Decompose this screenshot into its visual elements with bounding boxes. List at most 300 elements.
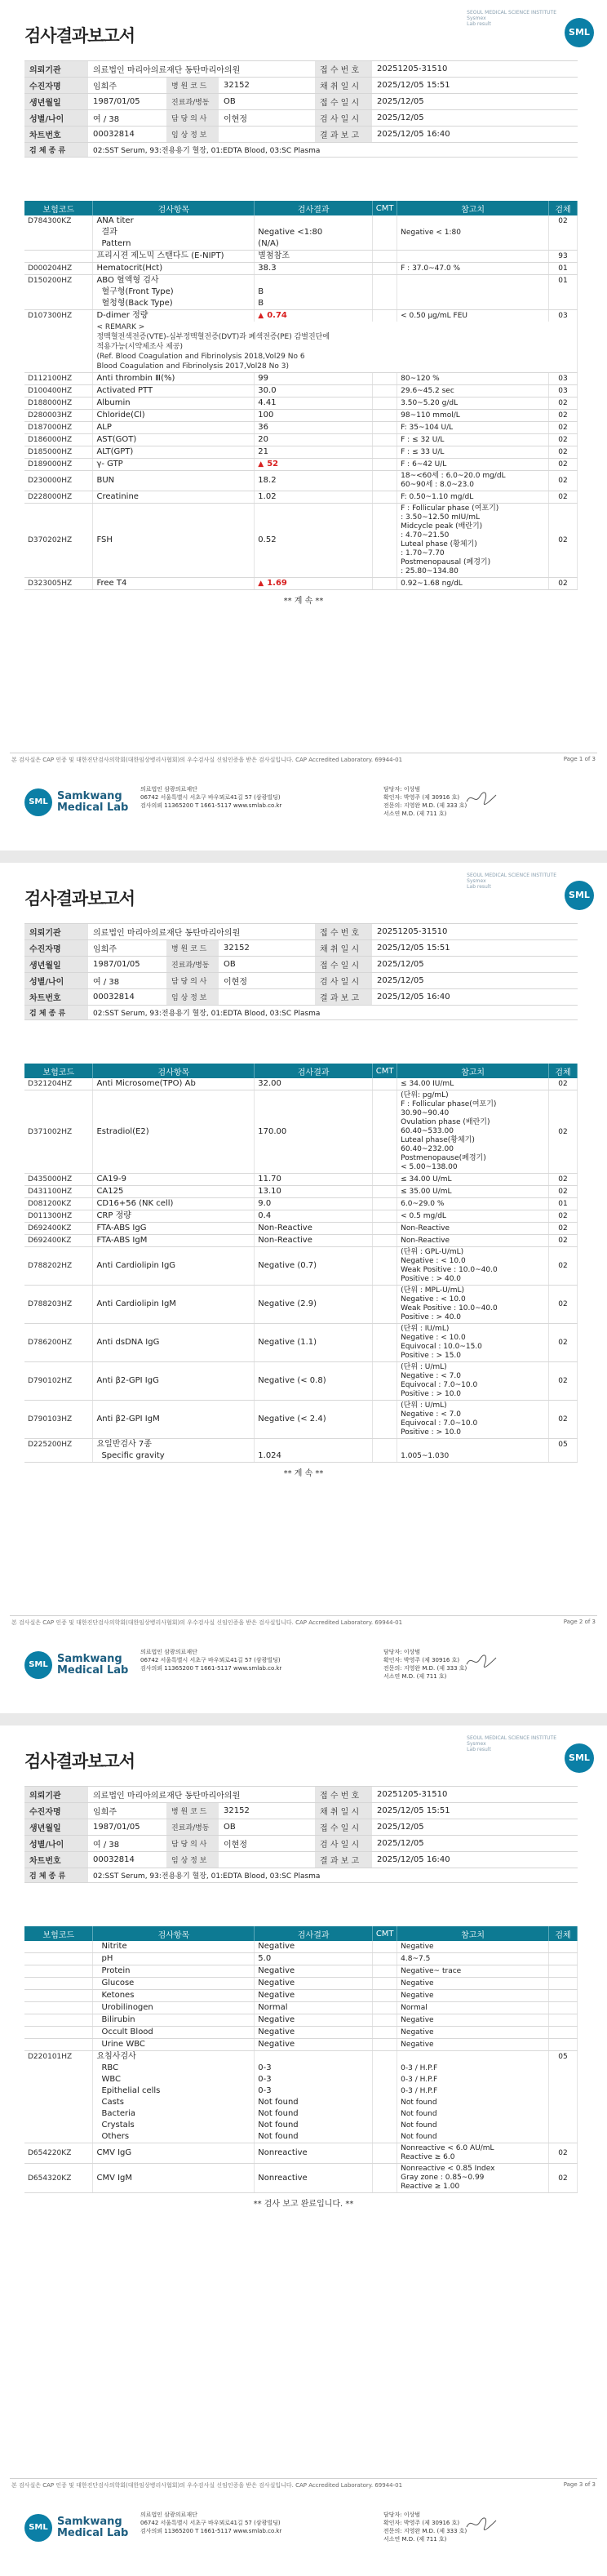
col-spec: 검체: [548, 1064, 577, 1078]
test-result: Negative: [255, 1965, 373, 1978]
comment: [373, 2063, 397, 2074]
specimen-code: [549, 2131, 578, 2143]
comment: [373, 1198, 397, 1210]
insurance-code: [24, 2027, 93, 2039]
test-result: Not found: [255, 2097, 373, 2108]
sml-logo-icon: SML: [565, 1743, 594, 1773]
reference-range: Not found: [397, 2108, 549, 2120]
test-result: Negative (0.7): [255, 1247, 373, 1286]
results-table: [24, 1926, 578, 2193]
comment: [373, 471, 397, 491]
reference-range: (단위 : U/mL) Negative : < 7.0 Equivocal : 7.0~10.0 Positive : > 10.0: [397, 1401, 549, 1439]
insurance-code: [24, 1450, 93, 1463]
test-result: Negative <1:80: [255, 227, 373, 238]
table-row: [24, 1090, 578, 1174]
table-row: [24, 322, 578, 373]
insurance-code: D788202HZ: [24, 1247, 93, 1286]
lab-address: 의료법인 삼광의료재단 06742 서울특별시 서초구 바우뫼로41길 57 (삼광빌딩) 검사의뢰 11365200 T 1661-5117 www.smlab.co.kr: [140, 1649, 282, 1672]
insurance-code: [24, 2063, 93, 2074]
specimen-code: [549, 1953, 578, 1965]
lab-stamp: SEOUL MEDICAL SCIENCE INSTITUTE Sysmex Lab result: [467, 873, 556, 890]
test-result: Negative: [255, 1941, 373, 1953]
page-separator: [0, 851, 607, 863]
table-row: [24, 2143, 578, 2164]
footer-divider: [10, 2478, 597, 2479]
specimen-code: 93: [548, 251, 577, 263]
comment: [373, 1401, 397, 1439]
specimen-code: [549, 2002, 578, 2014]
comment: [373, 310, 397, 322]
test-result: 0-3: [255, 2063, 373, 2074]
comment: [373, 373, 397, 385]
col-ref: 참고치: [397, 1064, 549, 1078]
reference-range: F : ≤ 32 U/L: [397, 434, 549, 446]
reference-range: Negative: [397, 2027, 549, 2039]
comment: [373, 385, 397, 398]
high-flag-icon: ▲: [258, 460, 264, 469]
page-continuation: ** 계 속 **: [283, 597, 324, 606]
test-item: Bilirubin: [93, 2014, 255, 2027]
insurance-code: D321204HZ: [24, 1078, 93, 1090]
comment: [373, 275, 397, 287]
specimen-code: [549, 2120, 578, 2131]
test-item: ALP: [93, 422, 255, 434]
test-item: Chloride(Cl): [93, 410, 255, 422]
reference-range: (단위 : MPL-U/mL) Negative : < 10.0 Weak Positive : 10.0~40.0 Positive : > 40.0: [397, 1286, 549, 1324]
test-result: 4.41: [255, 398, 373, 410]
specimen-code: 02: [548, 1401, 577, 1439]
specimen-code: 02: [548, 1090, 577, 1174]
reference-range: < 0.5 mg/dL: [397, 1210, 549, 1223]
comment: [373, 286, 397, 298]
reference-range: ≤ 34.00 IU/mL: [397, 1078, 549, 1090]
test-result: 38.3: [255, 263, 373, 275]
test-result: 99: [255, 373, 373, 385]
lab-stamp: SEOUL MEDICAL SCIENCE INSTITUTE Sysmex Lab result: [467, 10, 556, 27]
specimen-code: 03: [548, 385, 577, 398]
test-item: CRP 정량: [93, 1210, 255, 1223]
test-item: Albumin: [93, 398, 255, 410]
comment: [373, 2002, 397, 2014]
test-item: FTA-ABS IgG: [93, 1223, 255, 1235]
test-item: D-dimer 정량: [93, 310, 255, 322]
specimen-code: [548, 298, 577, 310]
test-item: FTA-ABS IgM: [93, 1235, 255, 1247]
comment: [373, 504, 397, 578]
test-result: B: [255, 286, 373, 298]
specimen-code: [548, 286, 577, 298]
comment: [373, 227, 397, 238]
col-spec: 검체: [549, 1926, 578, 1941]
test-result: [255, 215, 373, 227]
reference-range: Negative: [397, 2039, 549, 2051]
report-page-2: [0, 863, 607, 1713]
test-result: 170.00: [255, 1090, 373, 1174]
reference-range: [397, 238, 549, 251]
reference-range: Negative: [397, 2014, 549, 2027]
insurance-code: [24, 2039, 93, 2051]
comment: [373, 2164, 397, 2193]
page-separator: [0, 1713, 607, 1725]
reference-range: [397, 1439, 549, 1451]
test-item: Creatinine: [93, 491, 255, 504]
specimen-code: [548, 1450, 577, 1463]
comment: [373, 2131, 397, 2143]
test-item: γ- GTP: [93, 459, 255, 471]
insurance-code: [24, 2131, 93, 2143]
page-number: Page 2 of 3: [563, 1619, 596, 1625]
specimen-code: 02: [548, 1247, 577, 1286]
insurance-code: D081200KZ: [24, 1198, 93, 1210]
test-item: CA19-9: [93, 1174, 255, 1186]
reference-range: Nonreactive < 6.0 AU/mL Reactive ≥ 6.0: [397, 2143, 549, 2164]
insurance-code: [24, 1965, 93, 1978]
reference-range: ≤ 34.00 U/mL: [397, 1174, 549, 1186]
table-row: [24, 2063, 578, 2074]
patient-info-table: 의뢰기관 의료법인 마리아의료재단 동탄마리아의원 접 수 번 호 20251205-31510 수진자명 임희주 병 원 코 드 32152 채 취 일 시 2025/12/05 15:51 생년월일 1987/01/05 진료과/병동 OB 접 수 일 시 2025/12/05 성별/나이 여 / 38 담 당 의 사 이현정 검 사 일 시 2025/12/05 차트번호 00032814 임 상 정 보 결 과 보 고 2025/12/05 16:40 검 체 종 류 02:SST Serum, 93:전용용기 혈장, 01:EDTA Blood, 03:SC Plasma: [24, 60, 578, 158]
comment: [373, 298, 397, 310]
reference-range: F: 35~104 U/L: [397, 422, 549, 434]
samkwang-logo: SML Samkwang Medical Lab: [24, 1651, 131, 1681]
specimen-code: 03: [548, 310, 577, 322]
signatories: 담당자: 이상범 확인자: 박영주 (제 30916 호) 전문의: 지영완 M.D. (제 333 호) 서소연 M.D. (제 711 호): [383, 786, 467, 817]
table-row: [24, 385, 578, 398]
test-result: 32.00: [255, 1078, 373, 1090]
reference-range: (단위: pg/mL) F : Follicular phase(여포기) 30.90~90.40 Ovulation phase (배란기) 60.40~533.00 Luteal phase(황체기) 60.40~232.00 Postmenopause(폐경기) < 5.00~138.00: [397, 1090, 549, 1174]
col-result: 검사결과: [255, 201, 373, 215]
comment: [373, 491, 397, 504]
test-result: Negative (1.1): [255, 1324, 373, 1362]
reference-range: 98~110 mmol/L: [397, 410, 549, 422]
test-item: Urine WBC: [93, 2039, 255, 2051]
comment: [373, 2027, 397, 2039]
reference-range: 0-3 / H.P.F: [397, 2085, 549, 2097]
test-item: Epithelial cells: [93, 2085, 255, 2097]
test-item: Others: [93, 2131, 255, 2143]
reference-range: F : 6~42 U/L: [397, 459, 549, 471]
comment: [373, 1324, 397, 1362]
specimen-code: 02: [548, 398, 577, 410]
table-row: [24, 1953, 578, 1965]
insurance-code: D784300KZ: [24, 215, 93, 227]
lab-address: 의료법인 삼광의료재단 06742 서울특별시 서초구 바우뫼로41길 57 (삼광빌딩) 검사의뢰 11365200 T 1661-5117 www.smlab.co.kr: [140, 2512, 282, 2534]
insurance-code: D188000HZ: [24, 398, 93, 410]
sml-circle-icon: SML: [24, 2514, 52, 2542]
reference-range: Not found: [397, 2131, 549, 2143]
table-row: [24, 275, 578, 287]
reference-range: Not found: [397, 2120, 549, 2131]
table-row: [24, 2164, 578, 2193]
insurance-code: D011300HZ: [24, 1210, 93, 1223]
reference-range: 80~120 %: [397, 373, 549, 385]
insurance-code: [24, 251, 93, 263]
test-result: Nonreactive: [255, 2164, 373, 2193]
table-row: [24, 1198, 578, 1210]
specimen-code: 02: [548, 1286, 577, 1324]
comment: [373, 263, 397, 275]
insurance-code: [24, 2108, 93, 2120]
test-item: pH: [93, 1953, 255, 1965]
test-result: B: [255, 298, 373, 310]
table-row: [24, 398, 578, 410]
insurance-code: D187000HZ: [24, 422, 93, 434]
test-result: Negative: [255, 1978, 373, 1990]
footer-note: 본 검사실은 CAP 인증 및 대한진단검사의학회(대한임상병리사협회)의 우수검사실 신임인증을 받은 검사실입니다. CAP Accredited Laboratory. 69944-01: [11, 2482, 403, 2489]
comment: [373, 1439, 397, 1451]
insurance-code: D435000HZ: [24, 1174, 93, 1186]
test-result: 5.0: [255, 1953, 373, 1965]
insurance-code: D189000HZ: [24, 459, 93, 471]
reference-range: Non-Reactive: [397, 1223, 549, 1235]
comment: [373, 1362, 397, 1401]
table-row: [24, 1078, 578, 1090]
table-row: [24, 410, 578, 422]
specimen-code: 01: [548, 263, 577, 275]
col-item: 검사항목: [93, 1926, 255, 1941]
table-row: [24, 1965, 578, 1978]
test-item: Pattern: [93, 238, 255, 251]
reference-range: (단위 : IU/mL) Negative : < 10.0 Equivocal : 10.0~15.0 Positive : > 15.0: [397, 1324, 549, 1362]
test-result: 11.70: [255, 1174, 373, 1186]
test-result: Negative: [255, 2039, 373, 2051]
insurance-code: D220101HZ: [24, 2051, 93, 2063]
specimen-code: 02: [549, 2164, 578, 2193]
reference-range: < 0.50 μg/mL FEU: [397, 310, 549, 322]
table-row: [24, 2108, 578, 2120]
page-title: 검사결과보고서: [24, 889, 135, 908]
test-result: 별첨참조: [255, 251, 373, 263]
reference-range: (단위 : U/mL) Negative : < 7.0 Equivocal : 7.0~10.0 Positive : > 10.0: [397, 1362, 549, 1401]
comment: [373, 1223, 397, 1235]
insurance-code: D692400KZ: [24, 1223, 93, 1235]
insurance-code: [24, 2085, 93, 2097]
test-result: Not found: [255, 2108, 373, 2120]
table-row: [24, 2002, 578, 2014]
specimen-code: 02: [548, 578, 577, 590]
insurance-code: [24, 286, 93, 298]
footer-divider: [10, 1615, 597, 1616]
test-result: 1.02: [255, 491, 373, 504]
table-row: [24, 1324, 578, 1362]
test-result: Negative: [255, 2014, 373, 2027]
insurance-code: [24, 2120, 93, 2131]
insurance-code: [24, 1978, 93, 1990]
table-row: [24, 2039, 578, 2051]
insurance-code: D107300HZ: [24, 310, 93, 322]
test-item: Bacteria: [93, 2108, 255, 2120]
comment: [373, 2143, 397, 2164]
table-row: [24, 2085, 578, 2097]
test-item: Anti dsDNA IgG: [93, 1324, 255, 1362]
insurance-code: D000204HZ: [24, 263, 93, 275]
test-item: 요일반검사 7종: [93, 1439, 255, 1451]
test-result: 36: [255, 422, 373, 434]
test-result: Non-Reactive: [255, 1223, 373, 1235]
test-result: 0-3: [255, 2074, 373, 2085]
lab-address: 의료법인 삼광의료재단 06742 서울특별시 서초구 바우뫼로41길 57 (삼광빌딩) 검사의뢰 11365200 T 1661-5117 www.smlab.co.kr: [140, 786, 282, 809]
test-item: Anti β2-GPI IgM: [93, 1401, 255, 1439]
test-item: Ketones: [93, 1990, 255, 2002]
table-row: [24, 1235, 578, 1247]
specimen-code: 02: [548, 434, 577, 446]
specimen-code: [549, 2027, 578, 2039]
specimen-code: 02: [548, 1078, 577, 1090]
page-number: Page 3 of 3: [563, 2481, 596, 2488]
comment: [373, 2085, 397, 2097]
specimen-code: 01: [548, 1198, 577, 1210]
reference-range: [397, 298, 549, 310]
table-row: [24, 215, 578, 227]
test-item: Anti thrombin Ⅲ(%): [93, 373, 255, 385]
comment: [373, 410, 397, 422]
test-result: Negative (< 0.8): [255, 1362, 373, 1401]
specimen-code: 02: [548, 422, 577, 434]
results-table: [24, 201, 578, 590]
table-row: [24, 373, 578, 385]
specimen-code: 02: [548, 215, 577, 227]
table-row: [24, 446, 578, 459]
test-item: WBC: [93, 2074, 255, 2085]
insurance-code: D280003HZ: [24, 410, 93, 422]
test-item: Casts: [93, 2097, 255, 2108]
reference-range: 3.50~5.20 g/dL: [397, 398, 549, 410]
insurance-code: D185000HZ: [24, 446, 93, 459]
remark-note: < REMARK > 정맥혈전색전증(VTE)-심부정맥혈전증(DVT)과 폐색전증(PE) 감별진단에 적용가능(시약제조사 제공) (Ref. Blood Coagulation and Fibrinolysis 2018,Vol29 No 6 Blood Coagulation and Fibrinolysis 2017,Vol28 No 3): [93, 322, 578, 373]
test-item: Protein: [93, 1965, 255, 1978]
table-row: [24, 434, 578, 446]
comment: [373, 434, 397, 446]
insurance-code: D112100HZ: [24, 373, 93, 385]
reference-range: Not found: [397, 2097, 549, 2108]
comment: [373, 2120, 397, 2131]
specimen-code: [549, 1965, 578, 1978]
test-result: Negative: [255, 2027, 373, 2039]
comment: [373, 1978, 397, 1990]
comment: [373, 2051, 397, 2063]
test-item: Anti Microsome(TPO) Ab: [93, 1078, 255, 1090]
specimen-code: 02: [548, 1235, 577, 1247]
comment: [373, 1450, 397, 1463]
col-code: 보험코드: [24, 1926, 93, 1941]
test-result: 100: [255, 410, 373, 422]
reference-range: 6.0~29.0 %: [397, 1198, 549, 1210]
col-code: 보험코드: [24, 1064, 93, 1078]
specimen-code: 02: [548, 1362, 577, 1401]
test-item: Specific gravity: [93, 1450, 255, 1463]
table-row: [24, 422, 578, 434]
test-item: FSH: [93, 504, 255, 578]
specimen-code: [549, 2014, 578, 2027]
insurance-code: D371002HZ: [24, 1090, 93, 1174]
insurance-code: D225200HZ: [24, 1439, 93, 1451]
reference-range: 1.005~1.030: [397, 1450, 549, 1463]
specimen-code: 02: [548, 471, 577, 491]
test-result: 21: [255, 446, 373, 459]
patient-info-table: 의뢰기관 의료법인 마리아의료재단 동탄마리아의원 접 수 번 호 20251205-31510 수진자명 임희주 병 원 코 드 32152 채 취 일 시 2025/12/05 15:51 생년월일 1987/01/05 진료과/병동 OB 접 수 일 시 2025/12/05 성별/나이 여 / 38 담 당 의 사 이현정 검 사 일 시 2025/12/05 차트번호 00032814 임 상 정 보 결 과 보 고 2025/12/05 16:40 검 체 종 류 02:SST Serum, 93:전용용기 혈장, 01:EDTA Blood, 03:SC Plasma: [24, 1786, 578, 1883]
col-item: 검사항목: [93, 1064, 255, 1078]
table-row: [24, 1941, 578, 1953]
comment: [373, 398, 397, 410]
specimen-code: [548, 238, 577, 251]
table-row: [24, 1362, 578, 1401]
reference-range: [397, 2051, 549, 2063]
specimen-code: [549, 2097, 578, 2108]
page-title: 검사결과보고서: [24, 26, 135, 46]
table-row: [24, 1439, 578, 1451]
comment: [373, 238, 397, 251]
test-item: ABO 혈액형 검사: [93, 275, 255, 287]
results-table: [24, 1064, 578, 1463]
reference-range: 18~<60세 : 6.0~20.0 mg/dL 60~90세 : 8.0~23.0: [397, 471, 549, 491]
test-item: Estradiol(E2): [93, 1090, 255, 1174]
test-item: Anti β2-GPI IgG: [93, 1362, 255, 1401]
comment: [373, 1247, 397, 1286]
reference-range: Negative < 1:80: [397, 227, 549, 238]
table-row: [24, 1990, 578, 2002]
table-row: [24, 491, 578, 504]
reference-range: Negative: [397, 1978, 549, 1990]
comment: [373, 1186, 397, 1198]
comment: [373, 446, 397, 459]
test-item: Free T4: [93, 578, 255, 590]
specimen-code: [549, 2074, 578, 2085]
test-result: (N/A): [255, 238, 373, 251]
test-result: Not found: [255, 2131, 373, 2143]
comment: [373, 1286, 397, 1324]
test-item: CD16+56 (NK cell): [93, 1198, 255, 1210]
reference-range: [397, 215, 549, 227]
specimen-code: 01: [548, 275, 577, 287]
test-item: Nitrite: [93, 1941, 255, 1953]
table-row: [24, 504, 578, 578]
col-cmt: CMT: [373, 1064, 397, 1078]
specimen-code: [549, 1941, 578, 1953]
table-row: [24, 459, 578, 471]
signatories: 담당자: 이상범 확인자: 박영주 (제 30916 호) 전문의: 지영완 M.D. (제 333 호) 서소연 M.D. (제 711 호): [383, 1649, 467, 1680]
insurance-code: D654220KZ: [24, 2143, 93, 2164]
specimen-code: [549, 2108, 578, 2120]
specimen-code: 02: [548, 1223, 577, 1235]
comment: [373, 422, 397, 434]
test-item: Anti Cardiolipin IgM: [93, 1286, 255, 1324]
table-row: [24, 286, 578, 298]
table-row: [24, 298, 578, 310]
page-title: 검사결과보고서: [24, 1752, 135, 1771]
test-item: RBC: [93, 2063, 255, 2074]
insurance-code: [24, 2097, 93, 2108]
high-flag-icon: ▲: [258, 580, 264, 588]
table-row: [24, 310, 578, 322]
reference-range: [397, 286, 549, 298]
comment: [373, 2039, 397, 2051]
table-row: [24, 1450, 578, 1463]
test-result: 30.0: [255, 385, 373, 398]
insurance-code: D786200HZ: [24, 1324, 93, 1362]
test-result: Negative (< 2.4): [255, 1401, 373, 1439]
insurance-code: D323005HZ: [24, 578, 93, 590]
signatories: 담당자: 이상범 확인자: 박영주 (제 30916 호) 전문의: 지영완 M.D. (제 333 호) 서소연 M.D. (제 711 호): [383, 2512, 467, 2543]
col-spec: 검체: [548, 201, 577, 215]
reference-range: Non-Reactive: [397, 1235, 549, 1247]
table-row: [24, 2051, 578, 2063]
test-result: 18.2: [255, 471, 373, 491]
sml-circle-icon: SML: [24, 1651, 52, 1679]
comment: [373, 1953, 397, 1965]
reference-range: 4.8~7.5: [397, 1953, 549, 1965]
insurance-code: D431100HZ: [24, 1186, 93, 1198]
table-row: [24, 238, 578, 251]
signature-icon: [465, 1653, 498, 1669]
